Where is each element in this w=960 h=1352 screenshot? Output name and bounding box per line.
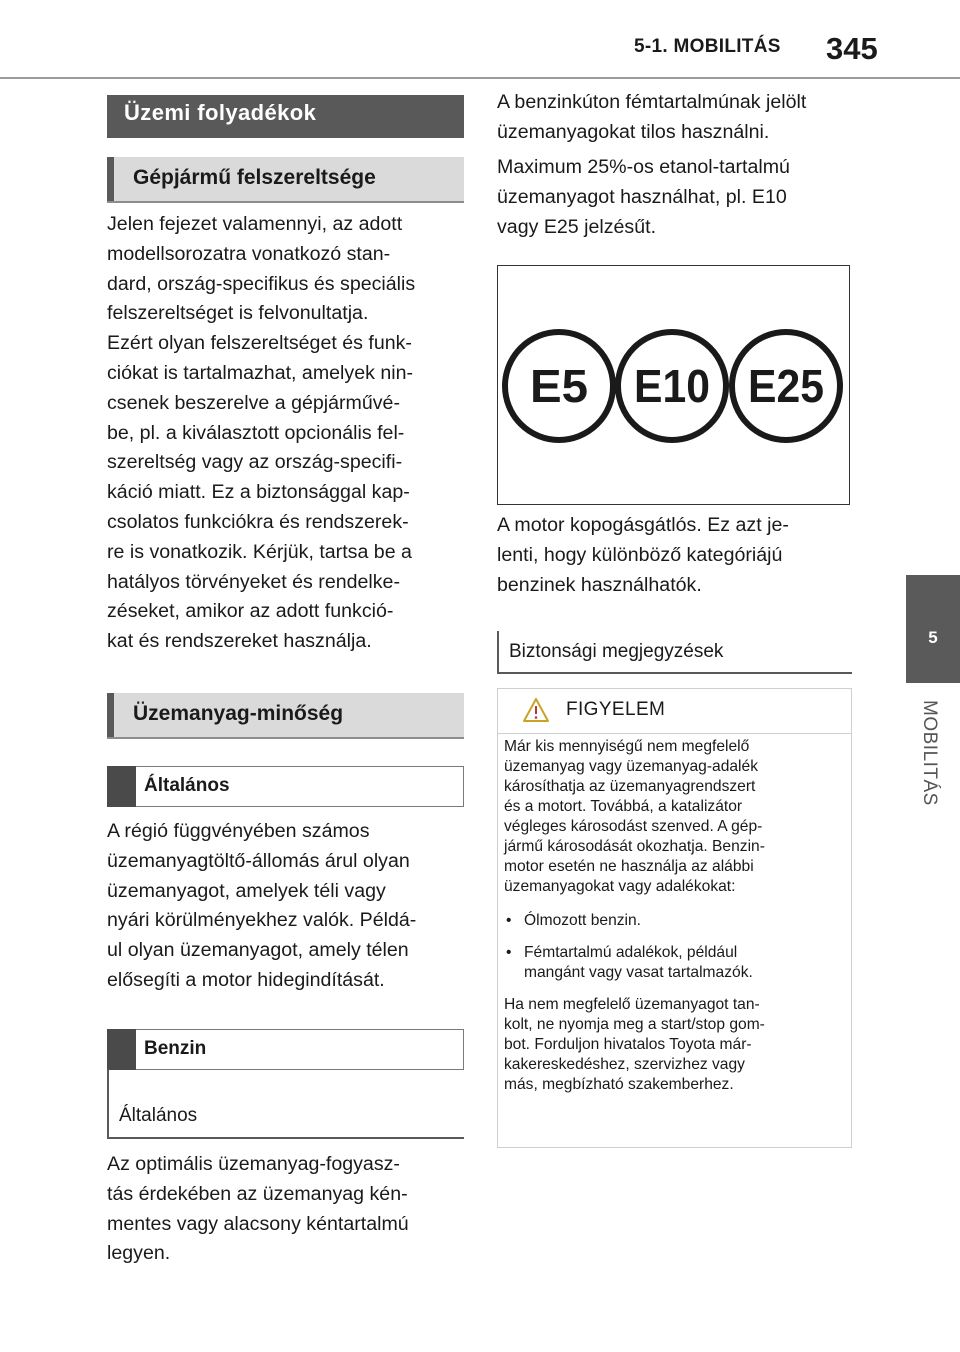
text-line: hatályos törvényeket és rendelke- bbox=[107, 570, 400, 593]
text-line: más, megbízható szakemberhez. bbox=[504, 1076, 734, 1093]
text-line: Ha nem megfelelő üzemanyagot tan- bbox=[504, 996, 760, 1013]
text-line: tás érdekében az üzemanyag kén- bbox=[107, 1182, 408, 1205]
warning-box bbox=[497, 688, 852, 1148]
e5-label-badge bbox=[505, 332, 613, 440]
text-line: üzemanyagokat vagy adalékokat: bbox=[504, 878, 736, 895]
text-line: motor esetén ne használja az alábbi bbox=[504, 858, 754, 875]
text-line: üzemanyagtöltő-állomás árul olyan bbox=[107, 849, 410, 872]
text-line: végleges károsodást szenved. A gép- bbox=[504, 818, 763, 835]
text-line: és a motort. Továbbá, a katalizátor bbox=[504, 798, 743, 815]
chapter-tab-number: 5 bbox=[928, 628, 938, 647]
text-line: vagy E25 jelzésűt. bbox=[497, 215, 657, 238]
subheading-general bbox=[107, 766, 464, 807]
subheading-marker bbox=[107, 766, 136, 807]
knock-paragraph bbox=[497, 511, 857, 600]
warning-body bbox=[504, 737, 844, 1105]
text-line: A motor kopogásgátlós. Ez azt je- bbox=[497, 514, 789, 536]
minor-heading-label: Általános bbox=[119, 1105, 198, 1126]
text-line: szereltség vagy az ország-specifi- bbox=[107, 451, 403, 474]
text-line: lenti, hogy különböző kategóriájú bbox=[497, 543, 783, 566]
text-line: Jelen fejezet valamennyi, az adott bbox=[107, 213, 403, 235]
section-title: 5-1. MOBILITÁS bbox=[634, 36, 781, 57]
text-line: üzemanyagot használhat, pl. E10 bbox=[497, 185, 787, 208]
text-line: üzemanyagot, amelyek téli vagy bbox=[107, 879, 386, 902]
subheading-label: Általános bbox=[144, 775, 230, 796]
text-line: Ólmozott benzin. bbox=[524, 912, 642, 929]
e10-label-badge bbox=[618, 332, 726, 440]
e25-label-text: E25 bbox=[748, 360, 824, 412]
text-line: re is vonatkozik. Kérjük, tartsa be a bbox=[107, 540, 412, 563]
text-line: modellsorozatra vonatkozó stan- bbox=[107, 242, 391, 265]
text-line: káció miatt. Ez a biztonsággal kap- bbox=[107, 481, 410, 504]
e5-label-text: E5 bbox=[530, 360, 588, 412]
page-number: 345 bbox=[826, 31, 878, 66]
general-paragraph bbox=[107, 817, 464, 996]
text-line: bot. Forduljon hivatalos Toyota már- bbox=[504, 1036, 752, 1053]
text-line: üzemanyag vagy üzemanyag-adalék bbox=[504, 758, 758, 775]
text-line: ciókat is tartalmazhat, amelyek nin- bbox=[107, 361, 413, 384]
bullet-mark: • bbox=[506, 912, 512, 929]
e25-label-badge bbox=[732, 332, 840, 440]
text-line: kolt, ne nyomja meg a start/stop gom- bbox=[504, 1016, 765, 1033]
text-line: Az optimális üzemanyag-fogyasz- bbox=[107, 1153, 400, 1175]
warning-paragraph bbox=[504, 737, 844, 897]
text-line: károsíthatja az üzemanyagrendszert bbox=[504, 778, 756, 795]
subheading-label: Benzin bbox=[144, 1038, 207, 1059]
text-line: nyári körülményekhez valók. Példá- bbox=[107, 909, 417, 932]
safety-notes-label: Biztonsági megjegyzések bbox=[509, 641, 724, 662]
equipment-paragraph bbox=[107, 210, 464, 657]
warning-triangle-icon bbox=[522, 697, 550, 723]
warning-bullet-item bbox=[504, 943, 844, 983]
chapter-tab-label: MOBILITÁS bbox=[919, 700, 940, 806]
warning-title: FIGYELEM bbox=[566, 699, 666, 720]
section-heading-fuel-quality: Üzemanyag-minőség bbox=[107, 693, 464, 737]
e10-label-text: E10 bbox=[634, 360, 710, 412]
safety-notes-heading bbox=[497, 631, 852, 674]
text-line: elősegíti a motor hidegindítását. bbox=[107, 968, 385, 991]
text-line: Maximum 25%-os etanol-tartalmú bbox=[497, 156, 790, 178]
text-line: mentes vagy alacsony kéntartalmú bbox=[107, 1212, 409, 1235]
text-line: csolatos funkciókra és rendszerek- bbox=[107, 510, 409, 533]
section-heading-equipment: Gépjármű felszereltsége bbox=[107, 157, 464, 201]
text-line: kat és rendszereket használja. bbox=[107, 630, 372, 653]
warning-bullet-item bbox=[504, 911, 844, 931]
text-line: ul olyan üzemanyagot, amely télen bbox=[107, 939, 409, 962]
chapter-heading: Üzemi folyadékok bbox=[107, 95, 464, 138]
text-line: üzemanyagokat tilos használni. bbox=[497, 120, 770, 143]
warning-header bbox=[498, 689, 851, 734]
text-line: legyen. bbox=[107, 1242, 171, 1265]
bullet-mark: • bbox=[506, 944, 512, 961]
subheading-marker bbox=[107, 1029, 136, 1070]
text-line: benzinek használhatók. bbox=[497, 573, 702, 596]
text-line: csenek beszerelve a gépjárművé- bbox=[107, 391, 400, 414]
text-line: A benzinkúton fémtartalmúnak jelölt bbox=[497, 91, 807, 113]
text-line: kakereskedéshez, szervizhez vagy bbox=[504, 1056, 745, 1073]
fuel-label-graphic bbox=[498, 266, 851, 506]
text-line: Már kis mennyiségű nem megfelelő bbox=[504, 738, 750, 755]
text-line: jármű károsodását okozhatja. Benzin- bbox=[504, 838, 765, 855]
text-line: dard, ország-specifikus és speciális bbox=[107, 272, 416, 295]
ethanol-paragraph bbox=[497, 153, 857, 242]
text-line: be, pl. a kiválasztott opcionális fel- bbox=[107, 421, 405, 444]
text-line: Fémtartalmú adalékok, például bbox=[524, 944, 738, 961]
text-line: Ezért olyan felszereltséget és funk- bbox=[107, 332, 412, 355]
subheading-petrol bbox=[107, 1029, 464, 1070]
text-line: felszereltséget is felvonultatja. bbox=[107, 302, 369, 325]
warning-paragraph bbox=[504, 995, 844, 1095]
text-line: mangánt vagy vasat tartalmazók. bbox=[524, 964, 753, 981]
section-heading-rule bbox=[107, 737, 464, 739]
section-heading-rule bbox=[107, 201, 464, 203]
metal-fuel-paragraph bbox=[497, 88, 857, 148]
fuel-label-figure bbox=[497, 265, 850, 505]
text-line: A régió függvényében számos bbox=[107, 820, 370, 842]
petrol-paragraph bbox=[107, 1150, 464, 1269]
text-line: zéseket, amikor az adott funkció- bbox=[107, 600, 394, 623]
header-rule bbox=[0, 77, 960, 79]
minor-heading-general bbox=[107, 1069, 464, 1139]
